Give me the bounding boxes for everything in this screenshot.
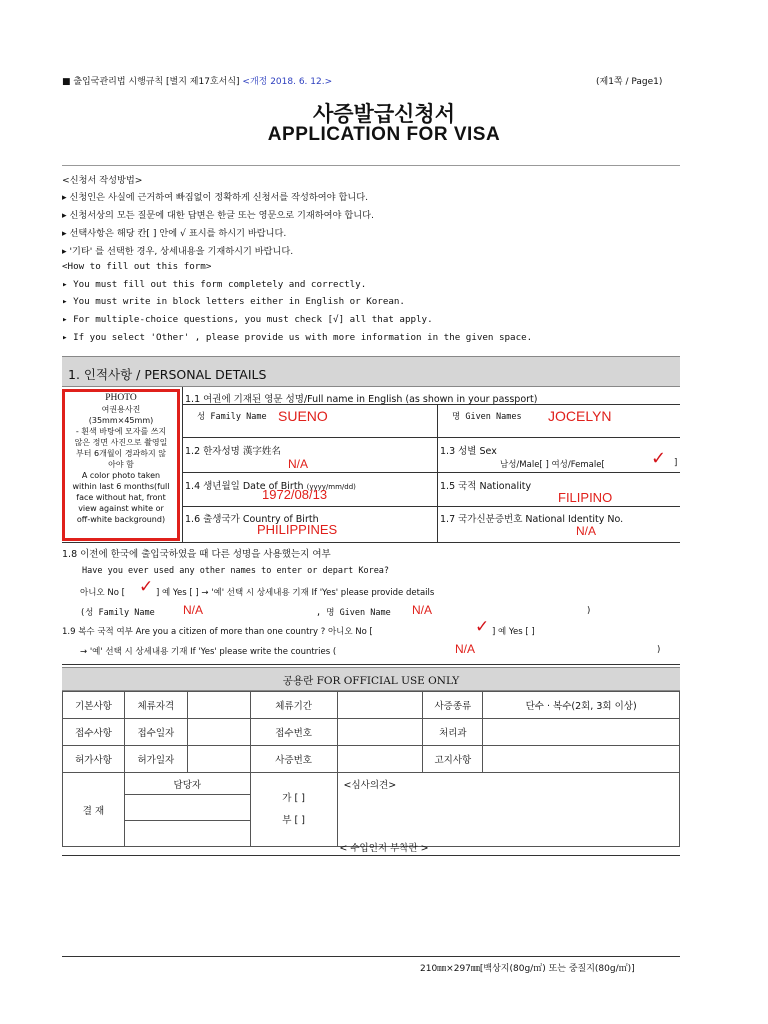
table-cell: 사증번호 — [250, 746, 337, 773]
q1-9-label[interactable]: 1.9 복수 국적 여부 Are you a citizen of more than one country ? 아니오 No [ — [62, 627, 373, 637]
table-cell: 접수일자 — [124, 719, 187, 746]
section-title: 1. 인적사항 / PERSONAL DETAILS — [68, 367, 267, 382]
table-cell — [483, 719, 680, 746]
table-cell: 기본사항 — [63, 692, 125, 719]
title-english: APPLICATION FOR VISA — [267, 124, 501, 145]
q1-9-countries-value[interactable]: N/A — [455, 642, 476, 656]
family-name-label: 성 Family Name — [197, 412, 267, 422]
approve-yes-option[interactable]: 가 [ ] — [282, 792, 305, 804]
q1-7-label: 1.7 국가신분증번호 National Identity No. — [440, 514, 624, 525]
q1-6-label: 1.6 출생국가 Country of Birth — [185, 514, 319, 525]
photo-rule-en-2: within last 6 months(full — [72, 482, 170, 491]
photo-label-ko: 여권용사진 — [101, 405, 141, 414]
q1-8-family-label: (성 Family Name — [80, 608, 155, 618]
grid-line — [437, 404, 438, 542]
photo-rule-4: 아야 함 — [108, 460, 134, 469]
form-reference — [62, 74, 332, 87]
table-cell: 허가사항 — [63, 746, 125, 773]
table-row — [63, 719, 680, 746]
q1-3-label: 1.3 성별 Sex — [440, 446, 497, 457]
q1-8-close-paren: ) — [587, 606, 591, 616]
q1-8-yes-option[interactable]: ] 예 Yes [ ] → '예' 선택 시 상세내용 기재 If 'Yes' please provide details — [156, 588, 435, 598]
page-number: (제1쪽 / Page1) — [596, 77, 663, 87]
instruction-ko-3: ▸ 선택사항은 해당 칸[ ] 안에 √ 표시를 하시기 바랍니다. — [62, 228, 287, 239]
q1-8-label: 1.8 이전에 한국에 출입국하였을 때 다른 성명을 사용했는지 여부 — [62, 549, 331, 560]
photo-rule-en-5: off-white background) — [76, 515, 166, 524]
grid-line — [182, 506, 680, 507]
grid-line — [62, 542, 680, 543]
instruction-ko-1: ▸ 신청인은 사실에 근거하여 빠짐없이 정확하게 신청서를 작성하여야 합니다. — [62, 192, 369, 203]
instructions-en-heading: <How to fill out this form> — [62, 261, 212, 272]
chinese-name-value[interactable]: N/A — [288, 457, 309, 471]
table-cell: 고지사항 — [423, 746, 483, 773]
table-cell: 사증종류 — [423, 692, 483, 719]
revenue-stamp-note: < 수입인지 부착란 > — [339, 843, 429, 854]
official-title: 공용란 FOR OFFICIAL USE ONLY — [282, 675, 460, 687]
q1-8-no-check-mark: ✓ — [139, 577, 154, 597]
instruction-ko-2: ▸ 신청서상의 모든 질문에 대한 답변은 한글 또는 영문으로 기재하여야 합니다. — [62, 210, 374, 221]
section-official-use-header — [62, 667, 680, 691]
table-cell — [187, 692, 250, 719]
paper-spec-footer: 210㎜×297㎜[백상지(80g/㎡) 또는 중질지(80g/㎡)] — [420, 964, 635, 974]
sex-options[interactable]: 남성/Male[ ] 여성/Female[ — [500, 460, 605, 470]
instruction-en-4: ▸ If you select 'Other' , please provide us with more information in the given space. — [62, 332, 533, 343]
instructions-ko-heading: <신청서 작성방법> — [62, 175, 143, 186]
divider — [62, 165, 680, 166]
grid-line — [62, 664, 680, 665]
table-cell: 허가일자 — [124, 746, 187, 773]
instruction-en-2: ▸ You must write in block letters either in English or Korean. — [62, 296, 405, 307]
table-cell: 체류자격 — [124, 692, 187, 719]
dob-value[interactable]: 1972/08/13 — [262, 487, 328, 502]
grid-line — [182, 437, 680, 438]
photo-rule-en-1: A color photo taken — [81, 471, 161, 480]
table-row — [63, 773, 680, 795]
photo-box — [62, 389, 180, 541]
table-cell — [337, 692, 423, 719]
table-row — [63, 692, 680, 719]
photo-rule-en-4: view against white or — [78, 504, 164, 513]
grid-line — [182, 387, 183, 542]
officer-label: 담당자 — [124, 773, 250, 795]
divider — [62, 956, 680, 957]
divider — [62, 855, 680, 856]
q1-5-label: 1.5 국적 Nationality — [440, 481, 532, 492]
q1-8-family-value[interactable]: N/A — [183, 603, 204, 617]
grid-line — [182, 472, 680, 473]
q1-8-given-label: , 명 Given Name — [316, 608, 391, 618]
national-id-value[interactable]: N/A — [576, 524, 597, 538]
table-cell: 접수번호 — [250, 719, 337, 746]
approval-options — [250, 773, 337, 847]
photo-label: PHOTO — [105, 393, 137, 403]
q1-9-no-check-mark: ✓ — [475, 617, 490, 637]
photo-size: (35mm×45mm) — [88, 416, 154, 425]
nationality-value[interactable]: FILIPINO — [558, 490, 613, 505]
photo-rule-3: 부터 6개월이 경과하지 않 — [76, 449, 166, 458]
instruction-en-3: ▸ For multiple-choice questions, you must check [√] all that apply. — [62, 314, 433, 325]
instruction-ko-4: ▸ '기타' 를 선택한 경우, 상세내용을 기재하시기 바랍니다. — [62, 246, 294, 257]
q1-8-given-value[interactable]: N/A — [412, 603, 433, 617]
given-name-value[interactable]: JOCELYN — [548, 408, 612, 424]
dob-label: 1.4 생년월일 Date of Birth — [185, 481, 304, 492]
photo-rule-2: 않은 정면 사진으로 촬영일 — [74, 438, 168, 447]
revision-date: <개정 2018. 6. 12.> — [242, 77, 333, 87]
q1-9-detail-label: → '예' 선택 시 상세내용 기재 If 'Yes' please write the countries ( — [80, 647, 337, 657]
table-cell — [187, 719, 250, 746]
birth-country-value[interactable]: PHILIPPINES — [257, 522, 338, 537]
table-cell: 단수 · 복수(2회, 3회 이상) — [483, 692, 680, 719]
officer-sign-cell — [124, 795, 250, 821]
table-cell — [337, 719, 423, 746]
female-check-mark: ✓ — [651, 448, 667, 469]
photo-rule-1: - 흰색 바탕에 모자를 쓰지 — [75, 427, 167, 436]
section-personal-details-header — [62, 356, 680, 387]
review-opinion-cell — [337, 773, 679, 847]
table-cell: 접수사항 — [63, 719, 125, 746]
table-cell — [483, 746, 680, 773]
table-cell: 처리과 — [423, 719, 483, 746]
given-name-label: 명 Given Names — [452, 412, 522, 422]
official-use-table — [62, 691, 680, 847]
review-opinion-label: <심사의견> — [343, 780, 397, 791]
sex-options-close: ] — [674, 458, 678, 468]
title-korean: 사증발급신청서 — [312, 102, 455, 126]
approval-label: 결 재 — [63, 773, 125, 847]
q1-2-label: 1.2 한자성명 漢字姓名 — [185, 446, 281, 457]
q1-9-yes-option[interactable]: ] 예 Yes [ ] — [492, 627, 535, 637]
instruction-en-1: ▸ You must fill out this form completely and correctly. — [62, 279, 367, 290]
table-row — [63, 746, 680, 773]
form-reference-text: ■ 출입국관리법 시행규칙 [별지 제17호서식] — [62, 77, 240, 87]
dob-format: (yyyy/mm/dd) — [306, 483, 356, 491]
family-name-value[interactable]: SUENO — [278, 408, 328, 424]
table-cell — [337, 746, 423, 773]
table-cell — [187, 746, 250, 773]
q1-1-label: 1.1 여권에 기재된 영문 성명/Full name in English (as shown in your passport) — [185, 394, 538, 405]
photo-rule-en-3: face without hat, front — [76, 493, 166, 502]
q1-8-question-en: Have you ever used any other names to enter or depart Korea? — [82, 566, 390, 576]
q1-8-no-option[interactable]: 아니오 No [ — [80, 588, 125, 598]
q1-9-close-paren: ) — [657, 645, 661, 655]
table-cell: 체류기간 — [250, 692, 337, 719]
approve-no-option[interactable]: 부 [ ] — [282, 814, 305, 826]
